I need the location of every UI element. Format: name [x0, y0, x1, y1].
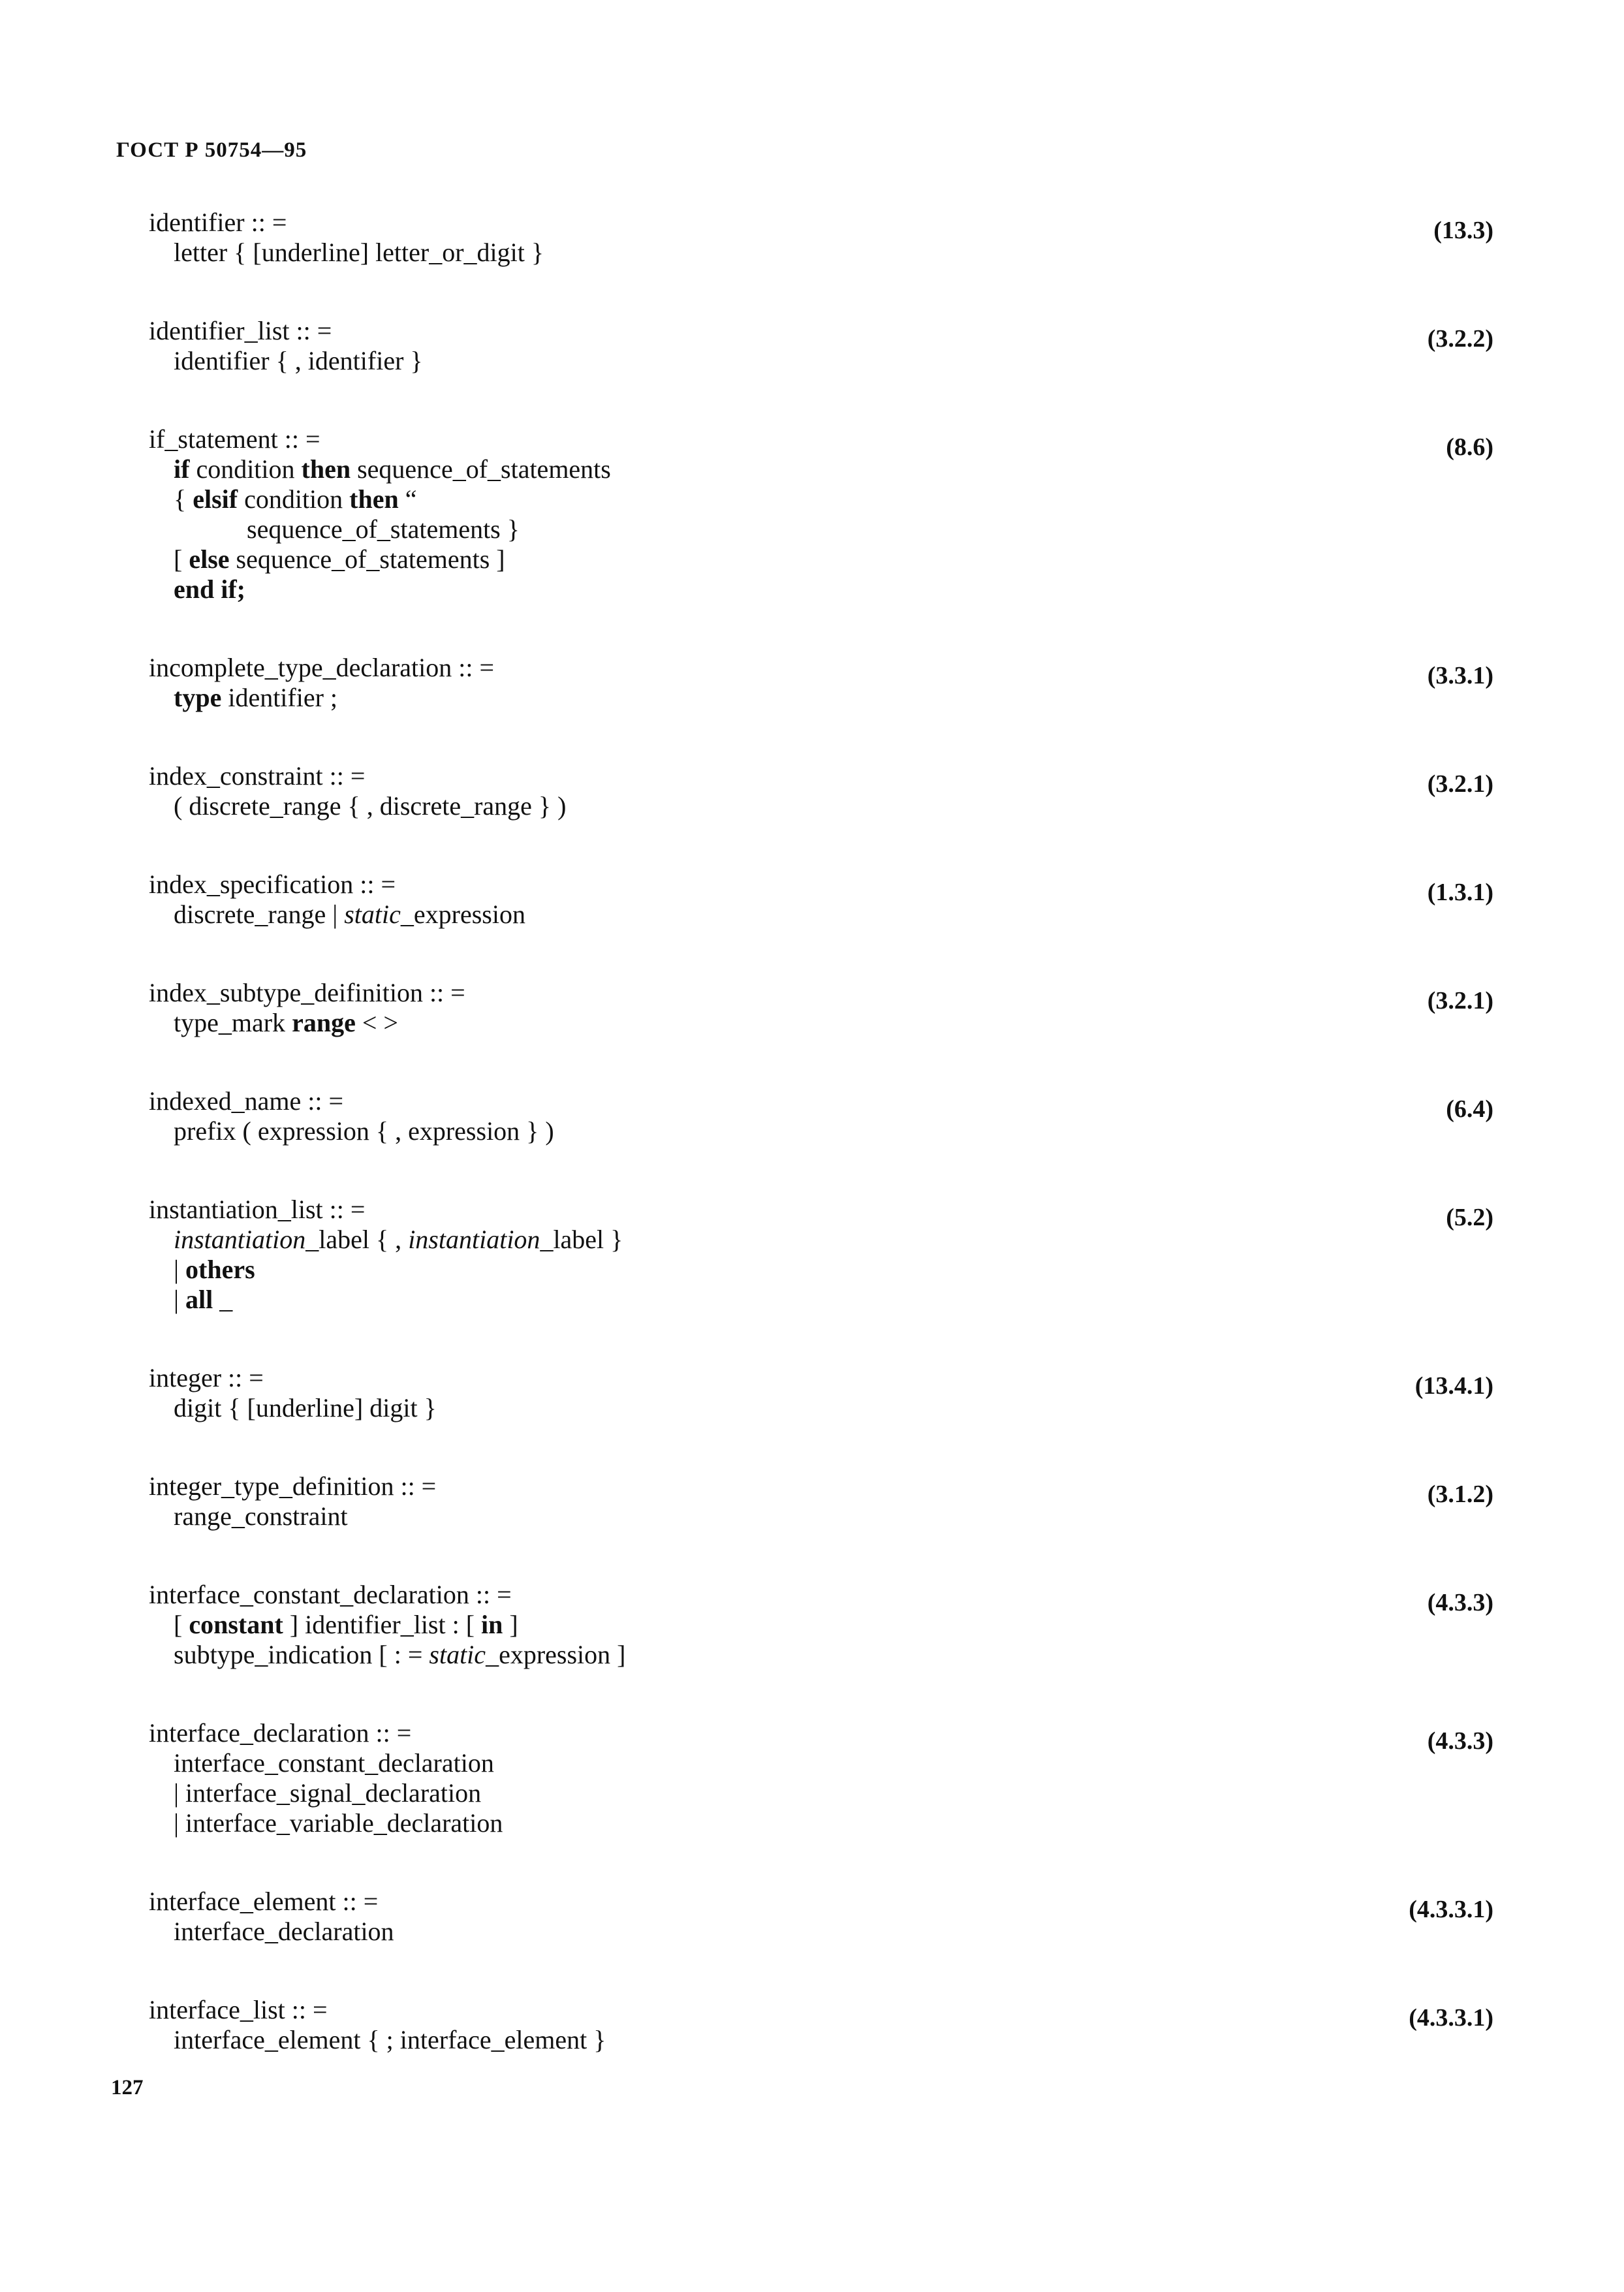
grammar-rule [149, 316, 1493, 376]
keyword: in [481, 1610, 503, 1639]
rule-body-line [149, 1778, 1493, 1808]
rule-name: interface_constant_declaration :: = [149, 1580, 512, 1609]
document-header: ГОСТ Р 50754—95 [116, 138, 307, 162]
syntax-text: | interface_variable_declaration [174, 1808, 503, 1838]
grammar-rule [149, 1580, 1493, 1670]
rule-name: identifier_list :: = [149, 316, 332, 345]
rule-body-line [149, 900, 1493, 930]
rule-name: indexed_name :: = [149, 1086, 344, 1116]
section-reference: (8.6) [1446, 433, 1493, 461]
syntax-text: subtype_indication [ : = [174, 1640, 429, 1669]
keyword: if [174, 454, 190, 484]
section-reference: (3.1.2) [1427, 1481, 1493, 1508]
italic-prefix: instantiation [408, 1225, 540, 1254]
rule-body-line [149, 1116, 1493, 1146]
section-reference: (6.4) [1446, 1095, 1493, 1123]
syntax-text: _ [213, 1285, 233, 1314]
syntax-text: interface_constant_declaration [174, 1748, 494, 1778]
syntax-text: ] identifier_list : [ [283, 1610, 482, 1639]
rule-body-line [149, 1610, 1493, 1640]
keyword: others [185, 1255, 255, 1284]
rule-body-line [149, 454, 1493, 484]
syntax-text: sequence_of_statements ] [229, 544, 505, 574]
rule-body-line [149, 1285, 1493, 1315]
syntax-text: _label } [540, 1225, 623, 1254]
keyword: range [292, 1008, 356, 1037]
keyword: elsif [193, 484, 238, 514]
grammar-rule [149, 424, 1493, 604]
section-reference: (4.3.3) [1427, 1589, 1493, 1616]
grammar-rule [149, 1887, 1493, 1947]
syntax-text: | [174, 1285, 186, 1314]
grammar-rule [149, 1471, 1493, 1531]
grammar-rule [149, 1363, 1493, 1423]
rule-body-line [149, 1748, 1493, 1778]
italic-prefix: static [429, 1640, 486, 1669]
section-reference: (3.2.2) [1427, 325, 1493, 353]
italic-prefix: static [344, 900, 401, 929]
syntax-text: ( discrete_range { , discrete_range } ) [174, 791, 567, 821]
syntax-text: [ [174, 1610, 189, 1639]
syntax-text: prefix ( expression { , expression } ) [174, 1116, 554, 1146]
rule-name: interface_list :: = [149, 1995, 328, 2024]
rule-body-line [149, 544, 1493, 574]
rule-body-line [149, 1640, 1493, 1670]
syntax-text: identifier { , identifier } [174, 346, 423, 375]
grammar-rule [149, 761, 1493, 821]
syntax-text: “ [398, 484, 417, 514]
grammar-rule [149, 1195, 1493, 1315]
rule-name: index_subtype_deifinition :: = [149, 978, 465, 1007]
rule-name: integer_type_definition :: = [149, 1471, 437, 1501]
syntax-text: sequence_of_statements } [247, 514, 520, 544]
keyword: end if; [174, 574, 245, 604]
rule-name: if_statement :: = [149, 424, 320, 454]
keyword: else [189, 544, 230, 574]
rule-body-line [149, 514, 1493, 544]
section-reference: (4.3.3.1) [1409, 1896, 1493, 1923]
syntax-text: identifier ; [221, 683, 338, 712]
rule-body-line [149, 1008, 1493, 1038]
rule-name: index_constraint :: = [149, 761, 366, 791]
rule-body-line [149, 1225, 1493, 1255]
rule-body-line [149, 2025, 1493, 2055]
keyword: then [301, 454, 351, 484]
syntax-text: letter { [underline] letter_or_digit } [174, 238, 544, 267]
section-reference: (4.3.3) [1427, 1727, 1493, 1755]
section-reference: (1.3.1) [1427, 879, 1493, 906]
rule-name: interface_element :: = [149, 1887, 379, 1916]
rule-body-line [149, 346, 1493, 376]
syntax-text: digit { [underline] digit } [174, 1393, 437, 1422]
keyword: constant [189, 1610, 283, 1639]
section-reference: (5.2) [1446, 1204, 1493, 1231]
grammar-rule [149, 870, 1493, 930]
section-reference: (3.2.1) [1427, 987, 1493, 1014]
rule-body-line [149, 683, 1493, 713]
syntax-text: range_constraint [174, 1501, 348, 1531]
italic-prefix: instantiation [174, 1225, 306, 1254]
keyword: type [174, 683, 222, 712]
syntax-text: | interface_signal_declaration [174, 1778, 482, 1808]
section-reference: (3.2.1) [1427, 770, 1493, 798]
syntax-text: discrete_range | [174, 900, 345, 929]
section-reference: (4.3.3.1) [1409, 2004, 1493, 2032]
syntax-text: _label { , [305, 1225, 409, 1254]
rule-body-line [149, 1501, 1493, 1531]
syntax-text: _expression ] [486, 1640, 626, 1669]
syntax-text: interface_declaration [174, 1917, 394, 1946]
section-reference: (13.3) [1433, 217, 1493, 244]
grammar-rule [149, 978, 1493, 1038]
rule-body-line [149, 1917, 1493, 1947]
syntax-text: | [174, 1255, 186, 1284]
rule-name: index_specification :: = [149, 870, 396, 899]
syntax-text: < > [355, 1008, 398, 1037]
grammar-rule [149, 1995, 1493, 2055]
syntax-text: { [174, 484, 193, 514]
rule-body-line [149, 1255, 1493, 1285]
rule-name: interface_declaration :: = [149, 1718, 412, 1748]
grammar-rule [149, 1086, 1493, 1146]
keyword: all [185, 1285, 213, 1314]
section-reference: (3.3.1) [1427, 662, 1493, 689]
grammar-rule [149, 653, 1493, 713]
rule-name: integer :: = [149, 1363, 264, 1392]
syntax-text: _expression [400, 900, 525, 929]
syntax-text: type_mark [174, 1008, 292, 1037]
rule-body-line [149, 791, 1493, 821]
page-number: 127 [111, 2076, 144, 2099]
grammar-rule [149, 208, 1493, 268]
rule-body-line [149, 574, 1493, 604]
rule-name: incomplete_type_declaration :: = [149, 653, 495, 682]
rule-body-line [149, 1808, 1493, 1838]
rule-body-line [149, 1393, 1493, 1423]
rule-body-line [149, 238, 1493, 268]
grammar-rule [149, 1718, 1493, 1838]
syntax-text: [ [174, 544, 189, 574]
rule-body-line [149, 484, 1493, 514]
section-reference: (13.4.1) [1414, 1372, 1493, 1400]
keyword: then [349, 484, 399, 514]
syntax-text: sequence_of_statements [351, 454, 611, 484]
grammar-rules [149, 208, 1493, 2103]
syntax-text: ] [503, 1610, 518, 1639]
rule-name: identifier :: = [149, 208, 287, 237]
syntax-text: condition [238, 484, 350, 514]
rule-name: instantiation_list :: = [149, 1195, 366, 1224]
syntax-text: interface_element { ; interface_element } [174, 2025, 606, 2054]
syntax-text: condition [189, 454, 302, 484]
